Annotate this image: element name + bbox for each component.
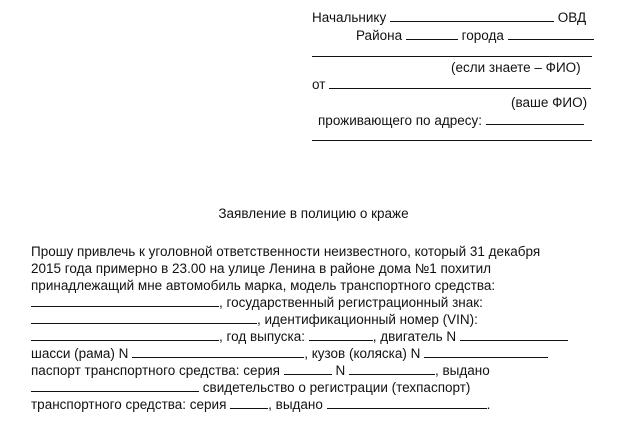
year-blank (309, 328, 373, 341)
recipient-blank (390, 9, 554, 22)
body-line-2: 2015 года примерно в 23.00 на улице Ленина в районе дома №1 похитил (31, 261, 492, 276)
body-line-5 (31, 311, 478, 328)
district-label: Района (356, 28, 403, 43)
body-line-3: принадлежащий мне автомобиль марка, модель транспортного средства: (31, 278, 496, 293)
district-city-line (356, 27, 594, 44)
reg-plate-blank (31, 311, 257, 324)
engine-label: , двигатель N (372, 329, 457, 344)
engine-blank (460, 328, 568, 341)
recipient-prefix: Начальнику (312, 10, 387, 25)
pts-number-label: N (335, 363, 346, 378)
body-line-9 (31, 379, 470, 396)
body-line-6 (31, 328, 568, 345)
address-blank (486, 112, 584, 125)
from-line (312, 76, 591, 93)
address-rule (312, 140, 592, 141)
address-label: проживающего по адресу: (318, 113, 482, 128)
vin-blank (31, 328, 219, 341)
body-line-7 (31, 345, 548, 362)
pts-series-blank (284, 362, 332, 375)
from-label: от (312, 77, 326, 92)
pts-number-blank (349, 362, 435, 375)
city-blank (508, 27, 594, 40)
recipient-line (312, 9, 586, 26)
pts-series-label: паспорт транспортного средства: серия (31, 363, 280, 378)
body-line-1: Прошу привлечь к уголовной ответственности неизвестного, который 31 декабря (31, 244, 541, 259)
registration-cert-label: свидетельство о регистрации (техпаспорт) (202, 380, 471, 395)
cert-issued-blank (327, 396, 487, 409)
document-title: Заявление в полицию о краже (218, 206, 409, 221)
body-line-10 (31, 396, 490, 413)
reg-plate-label: , государственный регистрационный знак: (219, 295, 483, 310)
body-line-8 (31, 362, 490, 379)
city-label: города (461, 28, 504, 43)
vehicle-model-blank (31, 294, 219, 307)
pts-issued-blank (31, 379, 199, 392)
vin-label: , идентификационный номер (VIN): (257, 312, 478, 327)
body-number-blank (424, 345, 548, 358)
recipient-suffix: ОВД (557, 10, 587, 25)
cert-issued-label: , выдано (268, 397, 323, 412)
district-blank (406, 27, 458, 40)
year-label: , год выпуска: (219, 329, 305, 344)
recipient-name-rule (312, 56, 592, 57)
cert-series-blank (230, 396, 268, 409)
body-line-4 (31, 294, 483, 311)
hint-fio: (если знаете – ФИО) (451, 60, 581, 75)
chassis-blank (132, 345, 304, 358)
your-fio-hint: (ваше ФИО) (511, 95, 588, 110)
pts-issued-label: , выдано (434, 363, 490, 378)
final-period: . (486, 397, 491, 412)
from-blank (329, 76, 591, 89)
body-number-label: , кузов (коляска) N (304, 346, 421, 361)
cert-series-label: транспортного средства: серия (31, 397, 227, 412)
address-line (318, 112, 584, 129)
chassis-label: шасси (рама) N (31, 346, 129, 361)
